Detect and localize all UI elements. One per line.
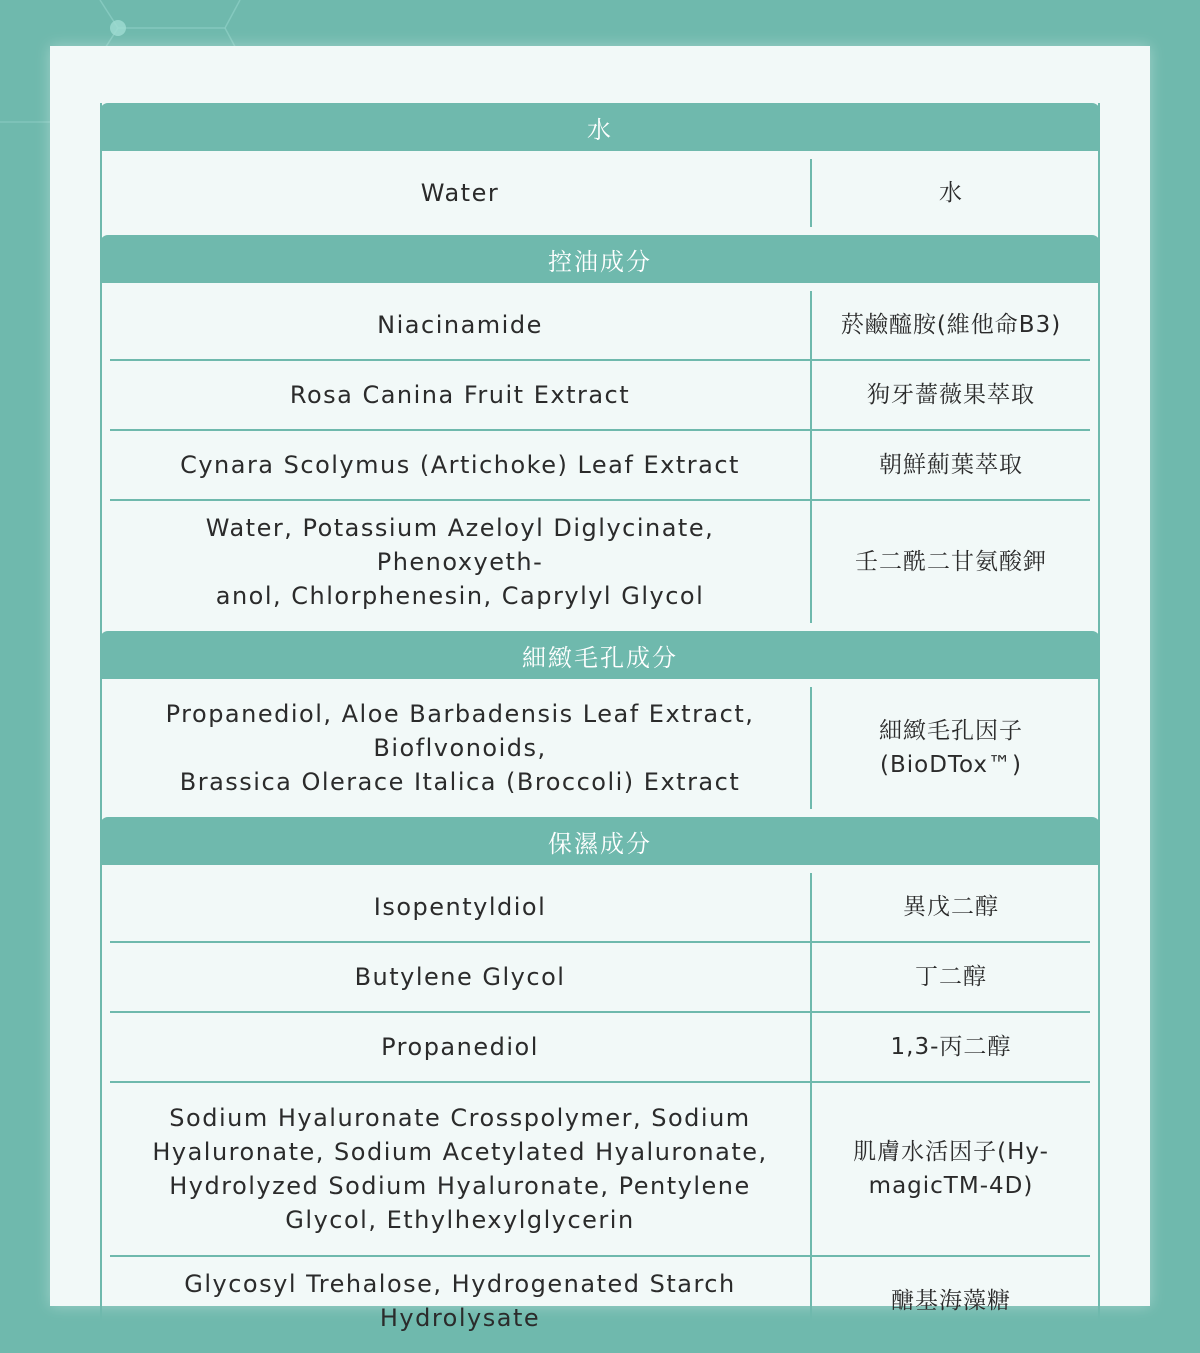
ingredient-zh: 狗牙薔薇果萃取 [867, 382, 1035, 408]
ingredient-zh: 肌膚水活因子(Hy- magicTM-4D) [853, 1139, 1049, 1199]
section-header: 控油成分 [100, 235, 1100, 283]
ingredients-card [50, 46, 1150, 1332]
table-row [110, 359, 1090, 429]
section-oil-control [102, 235, 1098, 631]
ingredient-zh: 1,3-丙二醇 [890, 1034, 1012, 1060]
ingredient-en: Propanediol, Aloe Barbadensis Leaf Extract, Bioflvonoids, Brassica Olerace Italica (Broccoli) Extract [110, 687, 812, 809]
table-row [110, 687, 1090, 809]
ingredient-zh: 異戊二醇 [903, 894, 999, 920]
ingredient-en: Propanediol [110, 1013, 812, 1081]
ingredient-zh: 醣基海藻糖 [891, 1288, 1011, 1314]
ingredient-en: Rosa Canina Fruit Extract [110, 361, 812, 429]
table-row [110, 429, 1090, 499]
table-row [110, 1011, 1090, 1081]
table-row [110, 1081, 1090, 1255]
section-header: 保濕成分 [100, 817, 1100, 865]
ingredient-zh: 壬二酰二甘氨酸鉀 [855, 549, 1047, 575]
section-pore-refining [102, 631, 1098, 817]
section-water [102, 103, 1098, 235]
table-row [110, 291, 1090, 359]
ingredients-table [100, 103, 1100, 1353]
ingredient-en: Sodium Hyaluronate Crosspolymer, Sodium Hyaluronate, Sodium Acetylated Hyaluronate, Hydrolyzed Sodium Hyaluronate, Pentylene Glycol, Ethylhexylglycerin [110, 1083, 812, 1255]
table-row [110, 499, 1090, 623]
ingredient-zh: 細緻毛孔因子 (BioDTox™) [879, 718, 1023, 778]
ingredient-en: Glycosyl Trehalose, Hydrogenated Starch Hydrolysate [110, 1257, 812, 1345]
ingredient-en: Water [110, 159, 812, 227]
table-row [110, 941, 1090, 1011]
section-header: 水 [100, 103, 1100, 151]
table-row [110, 873, 1090, 941]
ingredient-en: Cynara Scolymus (Artichoke) Leaf Extract [110, 431, 812, 499]
ingredient-zh: 水 [939, 180, 963, 206]
ingredient-en: Water, Potassium Azeloyl Diglycinate, Phenoxyeth- anol, Chlorphenesin, Caprylyl Glycol [110, 501, 812, 623]
table-row [110, 159, 1090, 227]
ingredient-en: Niacinamide [110, 291, 812, 359]
ingredient-zh: 丁二醇 [915, 964, 987, 990]
ingredient-zh: 菸鹼醯胺(維他命B3) [840, 312, 1062, 338]
ingredient-zh: 朝鮮薊葉萃取 [879, 452, 1023, 478]
ingredient-en: Butylene Glycol [110, 943, 812, 1011]
section-header: 細緻毛孔成分 [100, 631, 1100, 679]
ingredient-en: Isopentyldiol [110, 873, 812, 941]
table-row [110, 1255, 1090, 1345]
section-moisturizing [102, 817, 1098, 1353]
